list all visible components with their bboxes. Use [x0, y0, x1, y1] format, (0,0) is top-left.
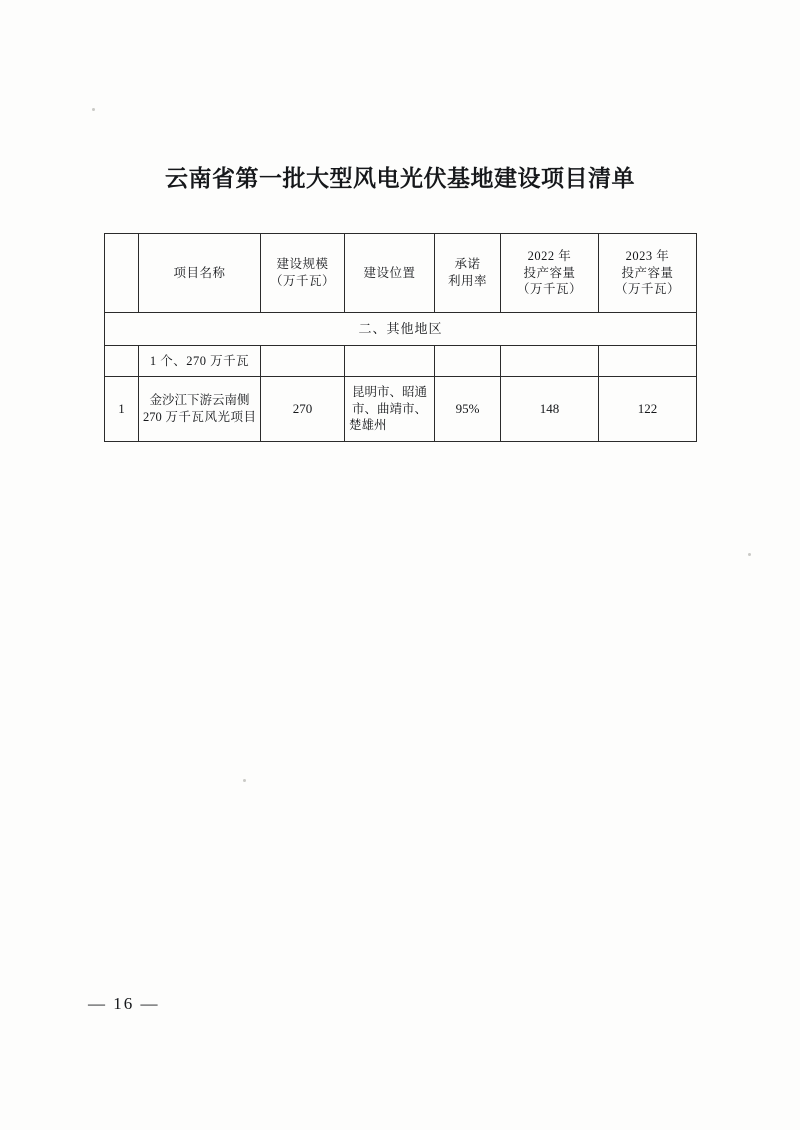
header-line-1: 2022 年	[527, 248, 572, 263]
header-line-2: （万千瓦）	[269, 274, 335, 288]
header-line-1: 2023 年	[625, 248, 670, 263]
header-line-1: 建设位置	[363, 265, 416, 280]
row-capacity-2022: 148	[501, 377, 599, 442]
subtotal-label: 1 个、270 万千瓦	[139, 346, 261, 377]
header-line-1: 项目名称	[173, 265, 226, 280]
row-capacity-2023: 122	[599, 377, 697, 442]
table-section-row	[105, 313, 697, 346]
table-subtotal-row	[105, 346, 697, 377]
row-scale: 270	[261, 377, 345, 442]
header-line-3: （万千瓦）	[614, 282, 680, 297]
row-utilization-rate: 95%	[435, 377, 501, 442]
header-line-2: 投产容量	[523, 265, 576, 280]
table-header-project-name	[139, 234, 261, 313]
header-line-1: 承诺	[454, 257, 481, 272]
subtotal-location-cell	[345, 346, 435, 377]
header-line-2: 投产容量	[621, 265, 674, 280]
table-header-capacity-2023	[599, 234, 697, 313]
subtotal-scale-cell	[261, 346, 345, 377]
subtotal-2022-cell	[501, 346, 599, 377]
table-header-utilization-rate	[435, 234, 501, 313]
scan-speck	[92, 108, 95, 111]
project-list-table	[104, 233, 697, 442]
subtotal-index-cell	[105, 346, 139, 377]
table-header-location	[345, 234, 435, 313]
scan-speck	[243, 779, 246, 782]
table-header-index	[105, 234, 139, 313]
subtotal-2023-cell	[599, 346, 697, 377]
row-location: 昆明市、昭通市、曲靖市、楚雄州	[345, 377, 435, 442]
table-header-row	[105, 234, 697, 313]
row-project-name: 金沙江下游云南侧 270 万千瓦风光项目	[139, 377, 261, 442]
row-index: 1	[105, 377, 139, 442]
header-line-2: 利用率	[447, 274, 487, 288]
header-line-3: （万千瓦）	[516, 282, 582, 297]
subtotal-rate-cell	[435, 346, 501, 377]
scan-speck	[748, 553, 751, 556]
project-list-table-wrapper	[104, 233, 696, 442]
page-title: 云南省第一批大型风电光伏基地建设项目清单	[165, 166, 635, 191]
table-header-capacity-2022	[501, 234, 599, 313]
page-number: — 16 —	[88, 994, 160, 1013]
section-label: 二、其他地区	[105, 313, 697, 346]
table-header-scale	[261, 234, 345, 313]
table-row	[105, 377, 697, 442]
header-line-1: 建设规模	[276, 257, 329, 272]
